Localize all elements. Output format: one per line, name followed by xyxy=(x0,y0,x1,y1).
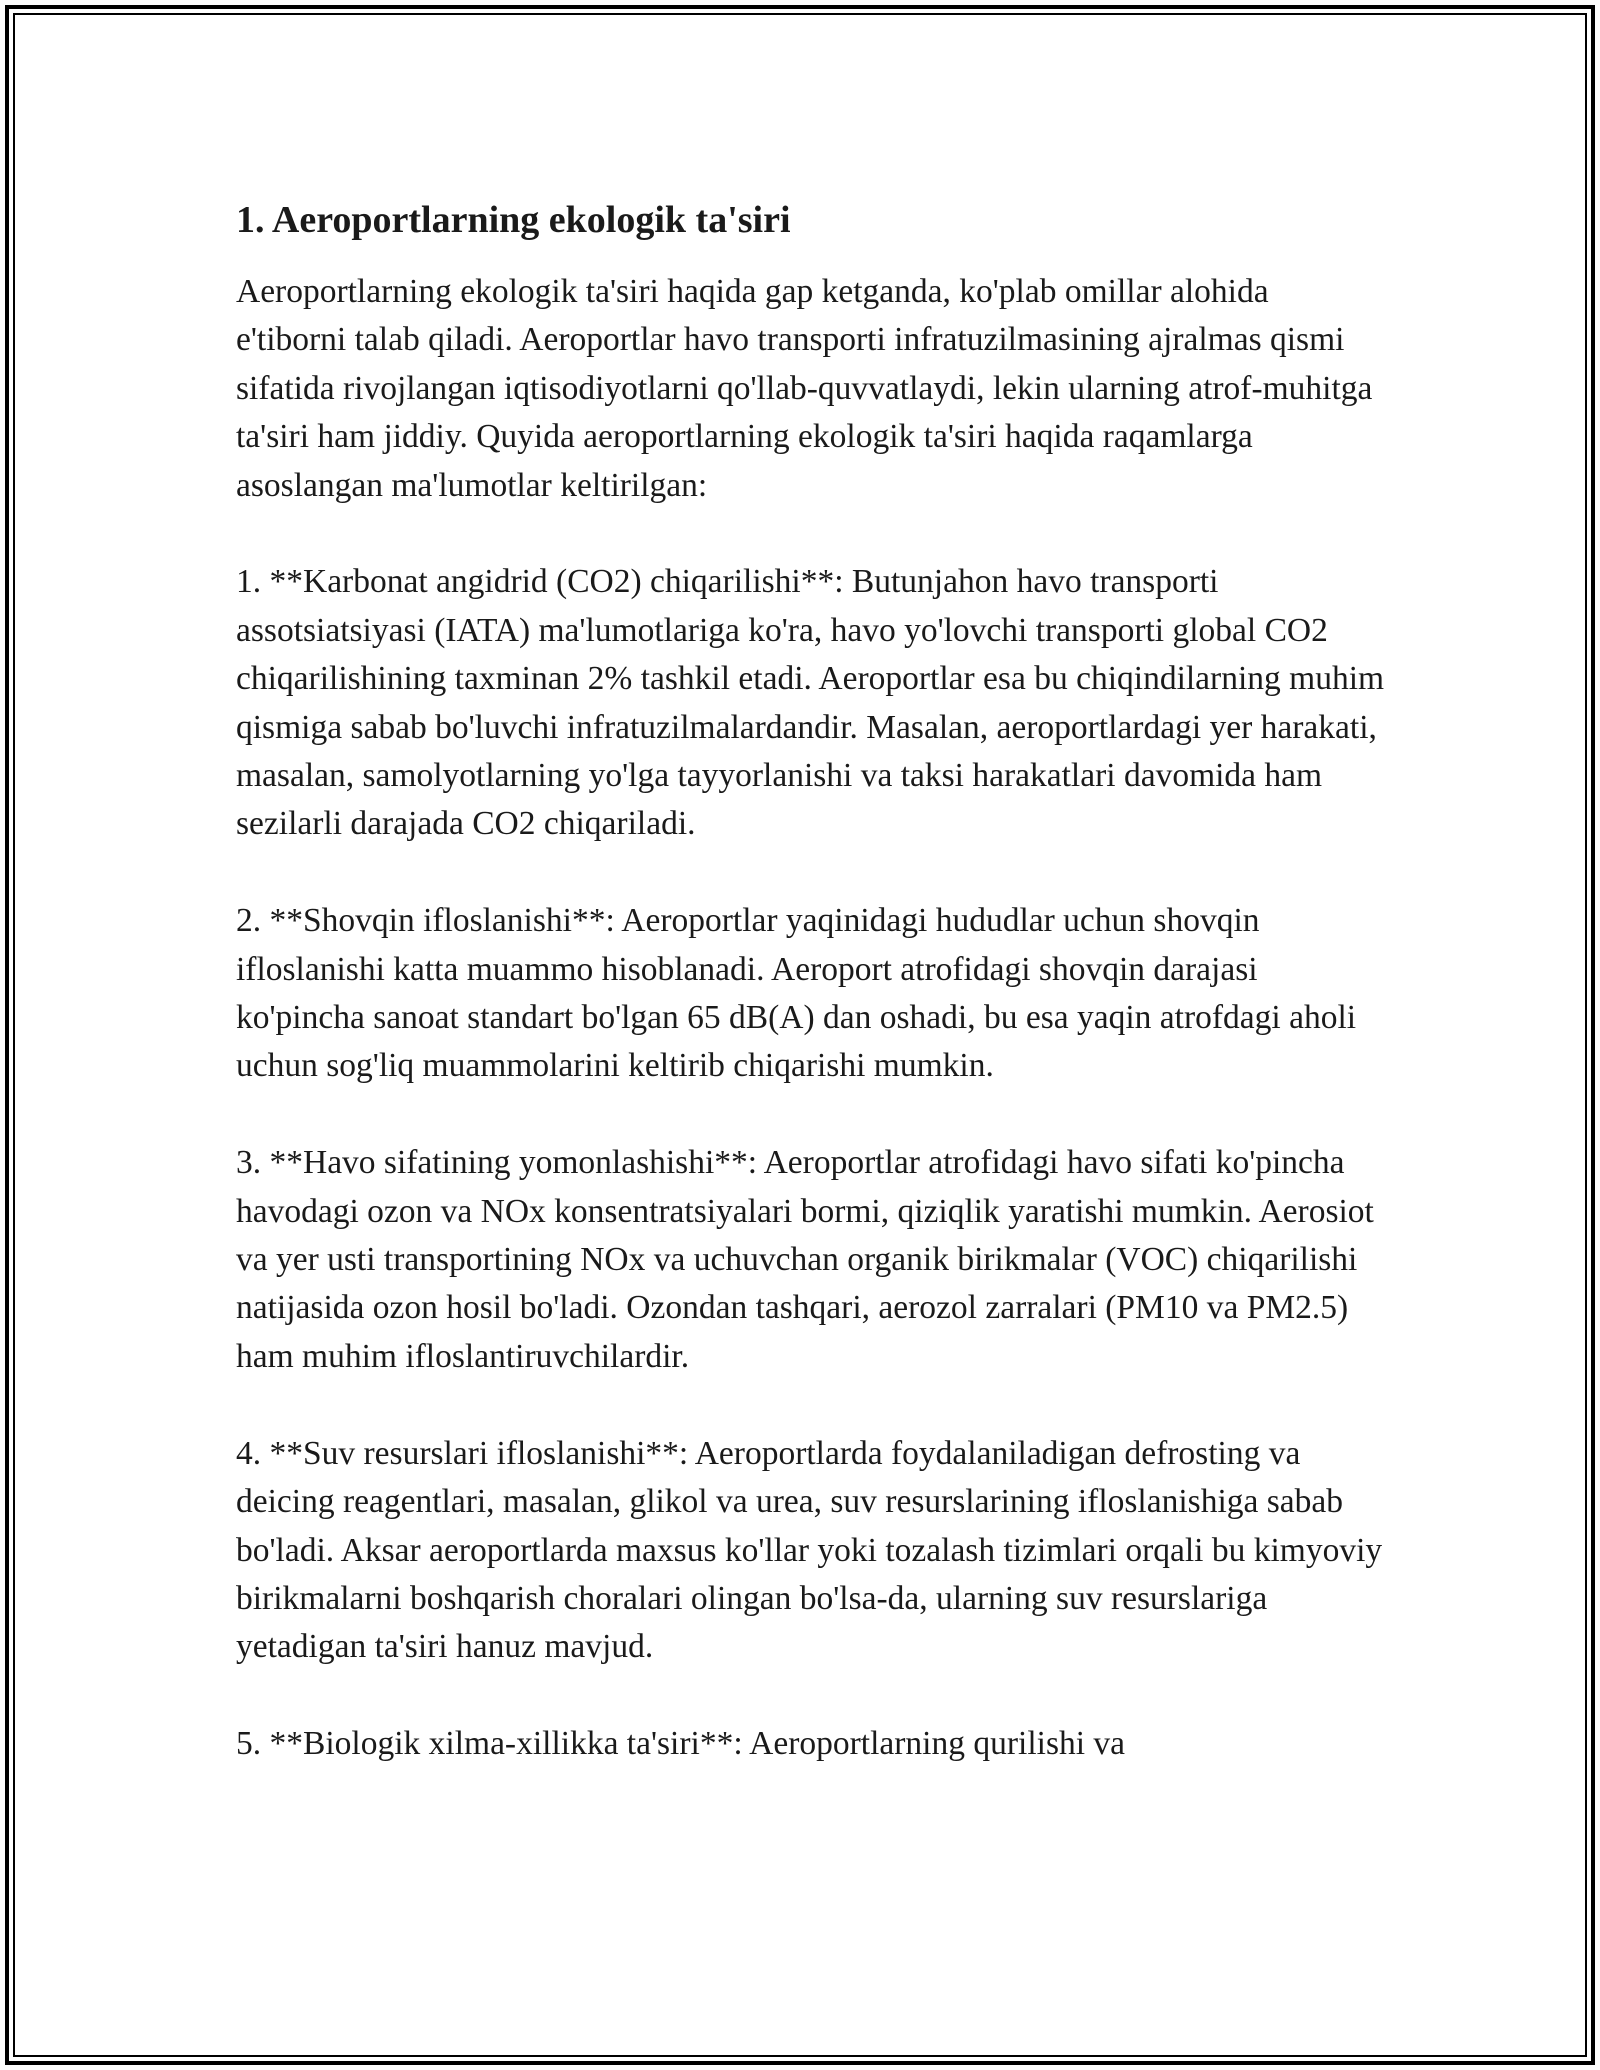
paragraph-co2-emissions: 1. **Karbonat angidrid (CO2) chiqarilishi**: Butunjahon havo transporti assotsiatsiyasi (IATA) ma'lumotlariga ko'ra, havo yo'lovchi transporti global CO2 chiqarilishining taxminan 2% tashkil etadi. Aeroportlar esa bu chiqindilarning muhim qismiga sabab bo'luvchi infratuzilmalardandir. Masalan, aeroportlardagi yer harakati, masalan, samolyotlarning yo'lga tayyorlanishi va taksi harakatlari davomida ham sezilarli darajada CO2 chiqariladi. xyxy=(236,563,1385,843)
document-body xyxy=(236,180,1386,1817)
paragraph-intro: Aeroportlarning ekologik ta'siri haqida gap ketganda, ko'plab omillar alohida e'tiborni talab qiladi. Aeroportlar havo transporti infratuzilmasining ajralmas qismi sifatida rivojlangan iqtisodiyotlarni qo'llab-quvvatlaydi, lekin ularning atrof-muhitga ta'siri ham jiddiy. Quyida aeroportlarning ekologik ta'siri haqida raqamlarga asoslangan ma'lumotlar keltirilgan: xyxy=(236,273,1373,504)
paragraph-biodiversity: 5. **Biologik xilma-xillikka ta'siri**: Aeroportlarning qurilishi va xyxy=(236,1725,1126,1763)
document-title: 1. Aeroportlarning ekologik ta'siri xyxy=(236,199,791,241)
paragraph-water-pollution: 4. **Suv resurslari ifloslanishi**: Aeroportlarda foydalaniladigan defrosting va deicing reagentlari, masalan, glikol va urea, suv resurslarining ifloslanishiga sabab bo'ladi. Aksar aeroportlarda maxsus ko'llar yoki tozalash tizimlari orqali bu kimyoviy birikmalarni boshqarish choralari olingan bo'lsa-da, ularning suv resurslariga yetadigan ta'siri hanuz mavjud. xyxy=(236,1434,1383,1666)
paragraph-noise-pollution: 2. **Shovqin ifloslanishi**: Aeroportlar yaqinidagi hududlar uchun shovqin ifloslanishi katta muammo hisoblanadi. Aeroport atrofidagi shovqin darajasi ko'pincha sanoat standart bo'lgan 65 dB(A) dan oshadi, bu esa yaqin atrofdagi aholi uchun sog'liq muammolarini keltirib chiqarishi mumkin. xyxy=(236,902,1357,1085)
paragraph-air-quality: 3. **Havo sifatining yomonlashishi**: Aeroportlar atrofidagi havo sifati ko'pincha havodagi ozon va NOx konsentratsiyalari bormi, qiziqlik yaratishi mumkin. Aerosiot va yer usti transportining NOx va uchuvchan organik birikmalar (VOC) chiqarilishi natijasida ozon hosil bo'ladi. Ozondan tashqari, aerozol zarralari (PM10 va PM2.5) ham muhim ifloslantiruvchilardir. xyxy=(236,1144,1374,1375)
